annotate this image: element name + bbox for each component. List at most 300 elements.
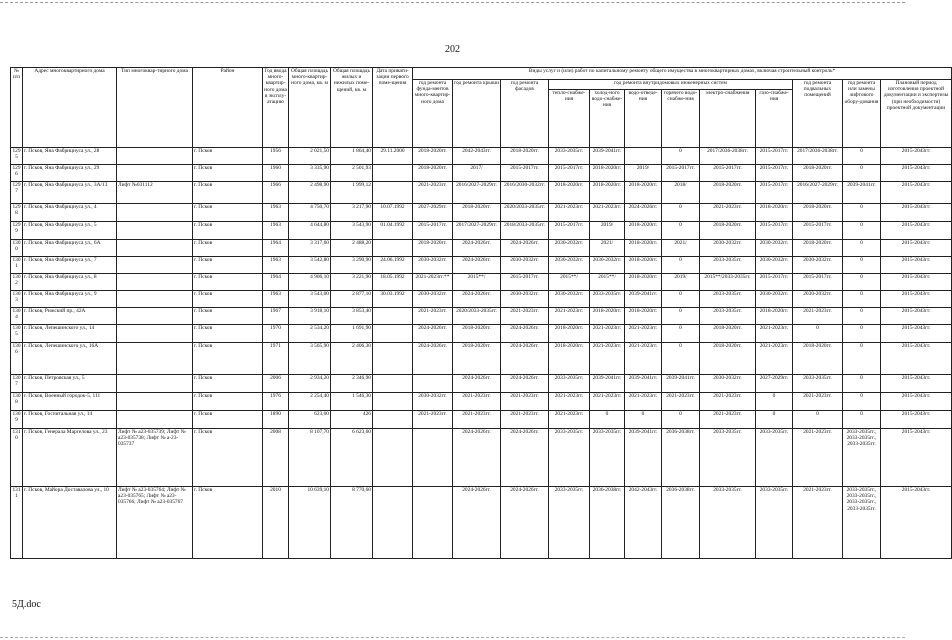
cell-drain: 2039-2041гг. — [625, 375, 662, 393]
cell-foundation: 2027-2029гг. — [413, 204, 453, 222]
cell-lift: 0 — [843, 204, 881, 222]
cell-cold: 2039-2041гг. — [590, 375, 625, 393]
cell-electric: 2033-2035гг. — [700, 291, 756, 308]
cell-drain: 2018-2020гг. — [625, 257, 662, 274]
cell-cold: 2033-2035гг. — [590, 291, 625, 308]
cell-drain: 2018-2020гг. — [625, 182, 662, 204]
cell-gas: 2018-2020гг. — [756, 204, 793, 222]
cell-type — [117, 257, 193, 274]
header-area-residential: Общая площадь жилых и нежилых поме-щений, кв. м — [331, 68, 373, 148]
cell-electric: 2033-2035гг. — [700, 257, 756, 274]
header-district: Район — [193, 68, 263, 148]
header-lift: год ремонта или замены лифтового обору-дования — [843, 80, 881, 148]
cell-foundation: 2030-2032гг. — [413, 257, 453, 274]
cell-num: 1301 — [11, 257, 23, 274]
cell-drain: 2039-2041гг. — [625, 291, 662, 308]
cell-num: 1298 — [11, 204, 23, 222]
cell-year: 2010 — [263, 487, 289, 559]
cell-address: г. Псков, Рижский пр., 42А — [23, 308, 117, 325]
table-row — [11, 148, 952, 165]
cell-priv-date — [373, 343, 413, 375]
cell-gas: 0 — [756, 411, 793, 429]
cell-address: г. Псков, Яна Фабрициуса ул., 8 — [23, 274, 117, 291]
table-row — [11, 240, 952, 257]
cell-basement: 2030-2032гг. — [793, 291, 843, 308]
cell-gas: 2027-2029гг. — [756, 375, 793, 393]
cell-type — [117, 165, 193, 182]
header-roof: год ремонта крыши — [453, 80, 501, 148]
cell-basement: 2021-2023гг. — [793, 487, 843, 559]
cell-address: г. Псков, Петровская ул., 5 — [23, 375, 117, 393]
cell-hot: 0 — [662, 343, 700, 375]
cell-electric: 2018-2020гг. — [700, 222, 756, 240]
cell-heat: 2018-2020гг. — [549, 182, 590, 204]
cell-priv-date: 24.06.1992 — [373, 257, 413, 274]
cell-num: 1309 — [11, 411, 23, 429]
cell-heat: 2033-2035гг. — [549, 429, 590, 487]
cell-area-total: 2 254,40 — [289, 393, 331, 411]
cell-foundation: 2030-2032гг. — [413, 393, 453, 411]
cell-area-total: 623,00 — [289, 411, 331, 429]
cell-area-res: 2 877,10 — [331, 291, 373, 308]
cell-area-total: 4 644,80 — [289, 222, 331, 240]
cell-heat: 2018-2020гг. — [549, 343, 590, 375]
cell-priv-date — [373, 182, 413, 204]
cell-area-res: 2 488,20 — [331, 240, 373, 257]
cell-hot: 2039-2041гг. — [662, 375, 700, 393]
cell-hot: 0 — [662, 204, 700, 222]
cell-hot: 2015-2017гг. — [662, 165, 700, 182]
cell-drain: 0 — [625, 411, 662, 429]
cell-docs: 2015-2043гг. — [881, 393, 952, 411]
cell-district: г. Псков — [193, 204, 263, 222]
cell-area-total: 4 750,70 — [289, 204, 331, 222]
cell-area-res: 1 999,12 — [331, 182, 373, 204]
cell-address: г. Псков, Яна Фабрициуса ул., 4 — [23, 204, 117, 222]
cell-foundation: 2021-2023гг. — [413, 308, 453, 325]
cell-priv-date — [373, 308, 413, 325]
cell-gas: 2033-2035гг. — [756, 429, 793, 487]
cell-drain: 2039-2041гг. — [625, 429, 662, 487]
cell-num: 1295 — [11, 148, 23, 165]
cell-docs: 2015-2043гг. — [881, 291, 952, 308]
cell-district: г. Псков — [193, 222, 263, 240]
cell-num: 1297 — [11, 182, 23, 204]
cell-area-res: 1 546,30 — [331, 393, 373, 411]
table-row — [11, 291, 952, 308]
cell-num: 1307 — [11, 375, 23, 393]
header-services: Виды услуг и (или) работ по капитальному ремонту общего имущества в многоквартирных домах, включая строительный контроль* — [413, 68, 952, 80]
cell-facade: 2021-2023гг. — [501, 411, 549, 429]
cell-roof: 2024-2026гг. — [453, 240, 501, 257]
cell-num: 1299 — [11, 222, 23, 240]
cell-hot: 0 — [662, 291, 700, 308]
header-electric: электро-снабжения — [700, 90, 756, 148]
cell-electric: 2021-2023гг. — [700, 204, 756, 222]
cell-type — [117, 274, 193, 291]
cell-area-res: 6 623,60 — [331, 429, 373, 487]
cell-lift: 0 — [843, 343, 881, 375]
cell-address: г. Псков, Военный городок-5, 111 — [23, 393, 117, 411]
cell-docs: 2015-2043гг. — [881, 487, 952, 559]
cell-roof: 2024-2026гг. — [453, 291, 501, 308]
cell-foundation: 2021-2023гг. — [413, 182, 453, 204]
cell-hot: 0 — [662, 257, 700, 274]
cell-year: 1970 — [263, 325, 289, 343]
cell-drain: 2018-2020гг. — [625, 222, 662, 240]
cell-year: 1966 — [263, 182, 289, 204]
cell-num: 1306 — [11, 343, 23, 375]
header-hot-water: горячего водо-снабже-ния — [662, 90, 700, 148]
cell-roof: 2017/2027-2029гг. — [453, 222, 501, 240]
cell-heat: 2033-2035гг. — [549, 375, 590, 393]
cell-heat: 2030-2032гг. — [549, 257, 590, 274]
cell-gas: 2030-2032гг. — [756, 240, 793, 257]
cell-area-res: 1 864,40 — [331, 148, 373, 165]
header-year: Год ввода много-квартир-ного дома в эксплу-атацию — [263, 68, 289, 148]
cell-facade: 2024-2026гг. — [501, 343, 549, 375]
cell-district: г. Псков — [193, 165, 263, 182]
cell-gas: 2015-2017гг. — [756, 182, 793, 204]
cell-facade: 2016/2030-2032гг. — [501, 182, 549, 204]
cell-type — [117, 148, 193, 165]
cell-foundation: 2018-2020гг. — [413, 240, 453, 257]
cell-roof: 2024-2026гг. — [453, 257, 501, 274]
cell-priv-date: 30.03.1992 — [373, 291, 413, 308]
cell-lift: 0 — [843, 148, 881, 165]
cell-type — [117, 291, 193, 308]
cell-area-total: 3 918,10 — [289, 308, 331, 325]
cell-year: 1964 — [263, 274, 289, 291]
cell-address: г. Псков, Лепешинского ул., 16А — [23, 343, 117, 375]
cell-lift: 2033-2035гг., 2033-2035гг., 2033-2035гг., 2033-2035гг. — [843, 487, 881, 559]
cell-address: г. Псков, Яна Фабрициуса ул., 7 — [23, 257, 117, 274]
cell-electric: 2017/2036-2038гг. — [700, 148, 756, 165]
cell-type — [117, 325, 193, 343]
header-area-total: Общая площадь много-квартир-ного дома, кв. м — [289, 68, 331, 148]
table-row — [11, 165, 952, 182]
cell-electric: 2030-2032гг. — [700, 375, 756, 393]
cell-type — [117, 343, 193, 375]
cell-cold: 2019/ — [590, 222, 625, 240]
cell-basement: 0 — [793, 411, 843, 429]
cell-electric: 2018-2020гг. — [700, 182, 756, 204]
cell-foundation: 2030-2032гг. — [413, 291, 453, 308]
cell-hot: 0 — [662, 325, 700, 343]
header-engineering: год ремонта внутридомовых инженерных систем — [549, 80, 793, 90]
cell-lift: 0 — [843, 291, 881, 308]
cell-drain: 2018-2020гг. — [625, 308, 662, 325]
cell-basement: 2030-2032гг. — [793, 257, 843, 274]
cell-basement: 2021-2023гг. — [793, 429, 843, 487]
header-cold-water: холод-ного водо-снабже-ния — [590, 90, 625, 148]
header-basement: год ремонта подвальных помещений — [793, 80, 843, 148]
table-row — [11, 182, 952, 204]
cell-type — [117, 222, 193, 240]
cell-lift: 0 — [843, 411, 881, 429]
table-row — [11, 343, 952, 375]
cell-foundation: 2018-2020гг. — [413, 148, 453, 165]
cell-area-total: 2 934,20 — [289, 375, 331, 393]
header-num: № п/п — [11, 68, 23, 148]
cell-heat: 2021-2023гг. — [549, 308, 590, 325]
cell-address: г. Псков, Яна Фабрициуса ул., 3А/13 — [23, 182, 117, 204]
cell-facade: 2024-2026гг. — [501, 375, 549, 393]
cell-num: 1305 — [11, 325, 23, 343]
cell-gas: 2015-2017гг. — [756, 165, 793, 182]
cell-district: г. Псков — [193, 240, 263, 257]
cell-area-total: 3 543,00 — [289, 291, 331, 308]
cell-drain: 2018-2020гг. — [625, 240, 662, 257]
cell-gas: 0 — [756, 393, 793, 411]
cell-area-total: 3 565,90 — [289, 343, 331, 375]
cell-lift: 2033-2035гг., 2033-2035гг., 2033-2035гг. — [843, 429, 881, 487]
table-row — [11, 487, 952, 559]
cell-num: 1296 — [11, 165, 23, 182]
cell-area-res: 2 501,93 — [331, 165, 373, 182]
cell-docs: 2015-2043гг. — [881, 274, 952, 291]
cell-hot: 2021/ — [662, 240, 700, 257]
cell-electric: 2033-2035гг. — [700, 308, 756, 325]
cell-hot: 2019/ — [662, 274, 700, 291]
cell-address: г. Псков, Яна Фабрициуса ул., 5 — [23, 222, 117, 240]
cell-year: 1971 — [263, 343, 289, 375]
cell-hot: 0 — [662, 411, 700, 429]
cell-heat: 2030-2032гг. — [549, 291, 590, 308]
cell-drain: 2021-2023гг. — [625, 343, 662, 375]
cell-gas: 2033-2035гг. — [756, 487, 793, 559]
cell-basement: 2021-2023гг. — [793, 393, 843, 411]
cell-drain: 2021-2023гг. — [625, 325, 662, 343]
cell-lift: 0 — [843, 393, 881, 411]
cell-area-res: 2 406,30 — [331, 343, 373, 375]
cell-electric: 2018-2020гг. — [700, 325, 756, 343]
cell-heat: 2021-2023гг. — [549, 411, 590, 429]
cell-area-res: 3 217,90 — [331, 204, 373, 222]
cell-hot: 0 — [662, 148, 700, 165]
table-row — [11, 222, 952, 240]
cell-num: 1302 — [11, 274, 23, 291]
cell-foundation: 2021-2023гг.** — [413, 274, 453, 291]
footer-filename: 5Д.doc — [12, 599, 41, 610]
cell-cold: 2039-2041гг. — [590, 148, 625, 165]
cell-area-res: 3 221,90 — [331, 274, 373, 291]
cell-lift: 0 — [843, 308, 881, 325]
cell-hot: 2036-2038гг. — [662, 487, 700, 559]
cell-docs: 2015-2043гг. — [881, 411, 952, 429]
cell-district: г. Псков — [193, 182, 263, 204]
cell-electric: 2033-2035гг. — [700, 429, 756, 487]
cell-facade: 2015-2017гг. — [501, 274, 549, 291]
cell-cold: 2015**/ — [590, 274, 625, 291]
cell-hot: 2021-2023гг. — [662, 393, 700, 411]
cell-type — [117, 204, 193, 222]
cell-facade: 2020/2033-2035гг. — [501, 204, 549, 222]
cell-docs: 2015-2043гг. — [881, 257, 952, 274]
cell-priv-date — [373, 411, 413, 429]
cell-roof: 2020/2033-2035гг. — [453, 308, 501, 325]
cell-district: г. Псков — [193, 411, 263, 429]
cell-facade: 2018/2033-2035гг. — [501, 222, 549, 240]
cell-drain: 2019/ — [625, 165, 662, 182]
cell-foundation — [413, 487, 453, 559]
page-top-edge — [0, 2, 905, 3]
cell-foundation — [413, 375, 453, 393]
cell-electric: 2030-2032гг. — [700, 240, 756, 257]
cell-num: 1300 — [11, 240, 23, 257]
cell-area-total: 2 021,50 — [289, 148, 331, 165]
header-heat: тепло-снабже-ния — [549, 90, 590, 148]
cell-cold: 2021-2023гг. — [590, 343, 625, 375]
cell-docs: 2015-2043гг. — [881, 148, 952, 165]
cell-facade: 2024-2026гг. — [501, 429, 549, 487]
cell-district: г. Псков — [193, 257, 263, 274]
cell-area-res: 1 691,90 — [331, 325, 373, 343]
cell-area-res: 2 346,90 — [331, 375, 373, 393]
cell-area-res: 8 770,60 — [331, 487, 373, 559]
cell-electric: 2015-2017гг. — [700, 165, 756, 182]
cell-year: 1967 — [263, 308, 289, 325]
cell-district: г. Псков — [193, 274, 263, 291]
table-row — [11, 257, 952, 274]
header-docs: Плановый период изготовления проектной документации и экспертизы (при необходимости) проектной документации — [881, 80, 952, 148]
cell-cold: 0 — [590, 411, 625, 429]
cell-roof: 2024-2026гг. — [453, 429, 501, 487]
cell-area-total: 3 335,90 — [289, 165, 331, 182]
cell-electric: 2021-2023гг. — [700, 393, 756, 411]
cell-basement: 2016/2027-2029гг. — [793, 182, 843, 204]
cell-priv-date: 01.04.1992 — [373, 222, 413, 240]
cell-type — [117, 240, 193, 257]
table-row — [11, 274, 952, 291]
cell-docs: 2015-2043гг. — [881, 182, 952, 204]
cell-cold: 2033-2035гг. — [590, 429, 625, 487]
cell-facade: 2021-2023гг. — [501, 308, 549, 325]
cell-electric: 2018-2020гг. — [700, 343, 756, 375]
cell-address: г. Псков, Генерала Маргелова ул., 23 — [23, 429, 117, 487]
cell-address: г. Псков, Яна Фабрициуса ул., 29 — [23, 165, 117, 182]
header-address: Адрес многоквартирного дома — [23, 68, 117, 148]
cell-address: г. Псков, Госпитальная ул., 14 — [23, 411, 117, 429]
cell-docs: 2015-2043гг. — [881, 165, 952, 182]
cell-foundation: 2024-2026гг. — [413, 343, 453, 375]
cell-address: г. Псков, Лепешинского ул., 14 — [23, 325, 117, 343]
table-row — [11, 393, 952, 411]
page-bottom-edge — [0, 637, 905, 638]
cell-year: 1963 — [263, 257, 289, 274]
cell-priv-date — [373, 375, 413, 393]
cell-priv-date — [373, 165, 413, 182]
cell-heat: 2015-2017гг. — [549, 165, 590, 182]
cell-heat: 2033-2035гг. — [549, 148, 590, 165]
cell-gas: 2030-2032гг. — [756, 291, 793, 308]
cell-docs: 2015-2043гг. — [881, 204, 952, 222]
cell-gas: 2015-2017гг. — [756, 148, 793, 165]
cell-roof: 2017/ — [453, 165, 501, 182]
cell-district: г. Псков — [193, 375, 263, 393]
cell-lift: 0 — [843, 325, 881, 343]
cell-year: 1976 — [263, 393, 289, 411]
cell-heat: 2021-2023гг. — [549, 204, 590, 222]
cell-electric: 2021-2023гг. — [700, 411, 756, 429]
cell-lift: 0 — [843, 375, 881, 393]
cell-area-res: 3 543,90 — [331, 222, 373, 240]
header-facade: год ремонта фасадов — [501, 80, 549, 148]
cell-cold: 2018-2020гг. — [590, 165, 625, 182]
cell-area-res: 3 290,90 — [331, 257, 373, 274]
cell-area-res: 3 853,40 — [331, 308, 373, 325]
cell-basement: 2015-2017гг. — [793, 222, 843, 240]
cell-roof: 2016/2027-2029гг. — [453, 182, 501, 204]
cell-district: г. Псков — [193, 148, 263, 165]
cell-address: г. Псков, Яна Фабрициуса ул., 9 — [23, 291, 117, 308]
table-row — [11, 429, 952, 487]
cell-num: 1311 — [11, 487, 23, 559]
cell-basement: 2033-2035гг. — [793, 375, 843, 393]
header-drainage: водо-отведе-ния — [625, 90, 662, 148]
cell-gas: 2021-2023гг. — [756, 325, 793, 343]
cell-area-total: 2 498,90 — [289, 182, 331, 204]
cell-electric: 2033-2035гг. — [700, 487, 756, 559]
cell-year: 1963 — [263, 291, 289, 308]
cell-address: г. Псков, Яна Фабрициуса ул., 28 — [23, 148, 117, 165]
cell-district: г. Псков — [193, 429, 263, 487]
cell-num: 1308 — [11, 393, 23, 411]
cell-address: г. Псков, Яна Фабрициуса ул., 6А — [23, 240, 117, 257]
cell-basement: 2018-2020гг. — [793, 240, 843, 257]
cell-type — [117, 411, 193, 429]
table-row — [11, 411, 952, 429]
cell-cold: 2018-2020гг. — [590, 182, 625, 204]
cell-district: г. Псков — [193, 325, 263, 343]
cell-type — [117, 393, 193, 411]
cell-drain: 2042-2043гг. — [625, 487, 662, 559]
cell-area-total: 4 906,10 — [289, 274, 331, 291]
cell-facade: 2030-2032гг. — [501, 291, 549, 308]
table-row — [11, 204, 952, 222]
page-number: 202 — [445, 44, 460, 55]
cell-facade: 2021-2023гг. — [501, 393, 549, 411]
cell-electric: 2015**/2033-2035гг. — [700, 274, 756, 291]
cell-year: 1890 — [263, 411, 289, 429]
cell-heat: 2021-2023гг. — [549, 393, 590, 411]
cell-district: г. Псков — [193, 393, 263, 411]
header-foundation: год ремонта фунда-ментов много-квартир-ного дома — [413, 80, 453, 148]
cell-facade: 2018-2020гг. — [501, 148, 549, 165]
cell-drain: 2024-2026гг. — [625, 204, 662, 222]
cell-roof: 2015**/ — [453, 274, 501, 291]
cell-hot: 0 — [662, 308, 700, 325]
cell-priv-date — [373, 240, 413, 257]
cell-drain: 2021-2023гг. — [625, 393, 662, 411]
cell-type: Лифт № а23-035739; Лифт № а23-035738; Лифт № а-23-035737 — [117, 429, 193, 487]
cell-district: г. Псков — [193, 343, 263, 375]
table-row — [11, 308, 952, 325]
cell-year: 1963 — [263, 204, 289, 222]
cell-facade: 2024-2026гг. — [501, 325, 549, 343]
cell-year: 2006 — [263, 375, 289, 393]
cell-num: 1303 — [11, 291, 23, 308]
cell-roof: 2018-2020гг. — [453, 343, 501, 375]
cell-area-res: 426 — [331, 411, 373, 429]
cell-address: г. Псков, Майора Доставалова ул., 10 — [23, 487, 117, 559]
cell-hot: 0 — [662, 222, 700, 240]
header-gas: газо-снабже-ния — [756, 90, 793, 148]
cell-cold: 2036-2038гг. — [590, 487, 625, 559]
cell-facade: 2024-2026гг. — [501, 487, 549, 559]
cell-roof: 2042-2043гг. — [453, 148, 501, 165]
cell-cold: 2021-2023гг. — [590, 325, 625, 343]
